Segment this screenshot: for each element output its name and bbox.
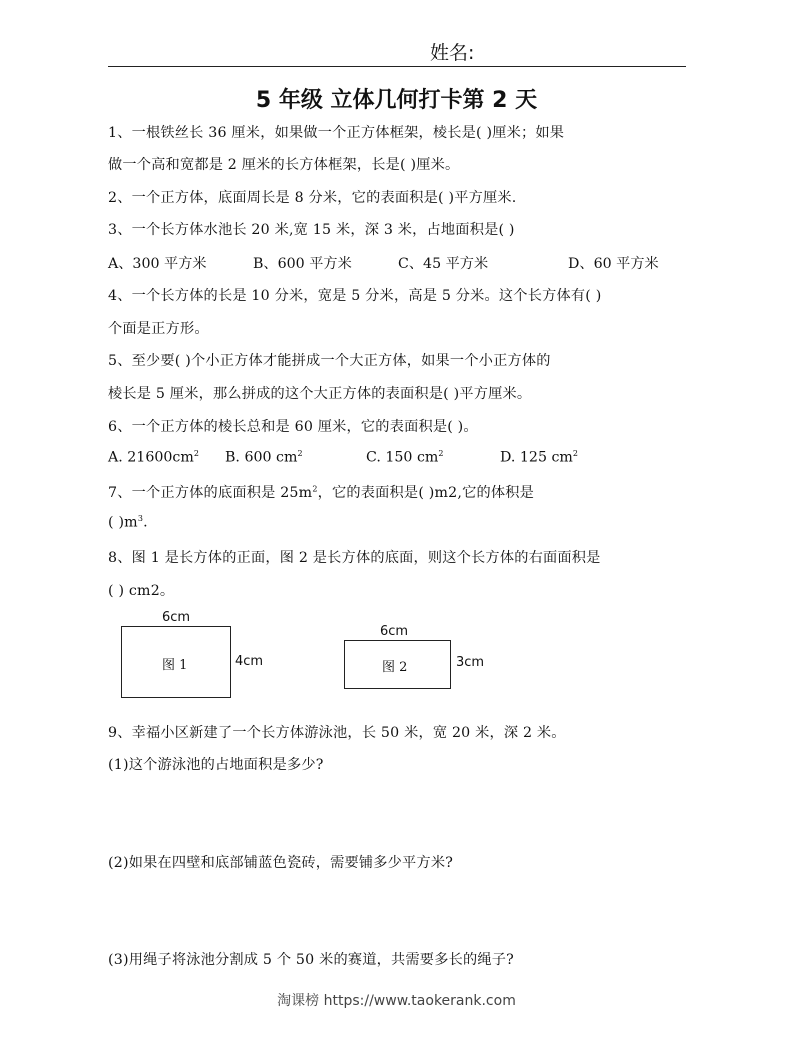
question-9-part-1: (1)这个游泳池的占地面积是多少? — [108, 757, 324, 773]
question-8-line-2: ( ) cm2。 — [108, 583, 175, 599]
figure-1-label: 图 1 — [162, 658, 188, 673]
question-6: 6、一个正方体的棱长总和是 60 厘米，它的表面积是( )。 — [108, 419, 478, 435]
question-4-line-2: 个面是正方形。 — [108, 321, 209, 337]
footer-watermark: 淘课榜 https://www.taokerank.com — [277, 993, 516, 1009]
name-label: 姓名: — [430, 42, 475, 64]
question-6-option-d: D. 125 $cm^2$ — [500, 449, 578, 466]
figure-2-rectangle — [344, 640, 451, 689]
question-3-option-a: A、300 平方米 — [108, 256, 207, 272]
question-6-option-a: A. $21600cm^2$ — [108, 449, 199, 466]
question-9-part-2: (2)如果在四壁和底部铺蓝色瓷砖，需要铺多少平方米? — [108, 855, 454, 871]
question-5-line-2: 棱长是 5 厘米，那么拼成的这个大正方体的表面积是( )平方厘米。 — [108, 386, 532, 402]
question-2: 2、一个正方体，底面周长是 8 分米，它的表面积是( )平方厘米. — [108, 190, 517, 206]
header-rule — [108, 66, 686, 67]
question-3-option-d: D、60 平方米 — [568, 256, 659, 272]
figure-1-rectangle — [121, 626, 231, 698]
figure-1-side-dimension: 4cm — [235, 654, 264, 669]
question-3: 3、一个长方体水池长 20 米,宽 15 米，深 3 米，占地面积是( ) — [108, 222, 515, 238]
figure-2-side-dimension: 3cm — [456, 655, 485, 670]
question-9-part-3: (3)用绳子将泳池分割成 5 个 50 米的赛道，共需要多长的绳子? — [108, 952, 514, 968]
question-7-line-1: 7、一个正方体的底面积是 $25m^2$，它的表面积是( )m2,它的体积是 — [108, 484, 535, 501]
question-6-option-b: B. 600 $cm^2$ — [225, 449, 303, 466]
question-9: 9、幸福小区新建了一个长方体游泳池，长 50 米，宽 20 米，深 2 米。 — [108, 725, 566, 741]
question-1-line-2: 做一个高和宽都是 2 厘米的长方体框架，长是( )厘米。 — [108, 157, 460, 173]
question-3-option-c: C、45 平方米 — [398, 256, 489, 272]
question-8-line-1: 8、图 1 是长方体的正面，图 2 是长方体的底面，则这个长方体的右面面积是 — [108, 550, 601, 566]
question-3-option-b: B、600 平方米 — [253, 256, 352, 272]
figure-2-top-dimension: 6cm — [380, 624, 409, 639]
figure-1-top-dimension: 6cm — [162, 610, 191, 625]
question-6-option-c: C. 150 $cm^2$ — [366, 449, 444, 466]
question-4-line-1: 4、一个长方体的长是 10 分米，宽是 5 分米，高是 5 分米。这个长方体有( ) — [108, 288, 602, 304]
question-1-line-1: 1、一根铁丝长 36 厘米，如果做一个正方体框架，棱长是( )厘米；如果 — [108, 125, 565, 141]
figure-2-label: 图 2 — [382, 660, 408, 675]
question-5-line-1: 5、至少要( )个小正方体才能拼成一个大正方体，如果一个小正方体的 — [108, 353, 551, 369]
question-7-line-2: ( )$m^3$. — [108, 514, 148, 531]
page-title: 5 年级 立体几何打卡第 2 天 — [255, 88, 538, 113]
